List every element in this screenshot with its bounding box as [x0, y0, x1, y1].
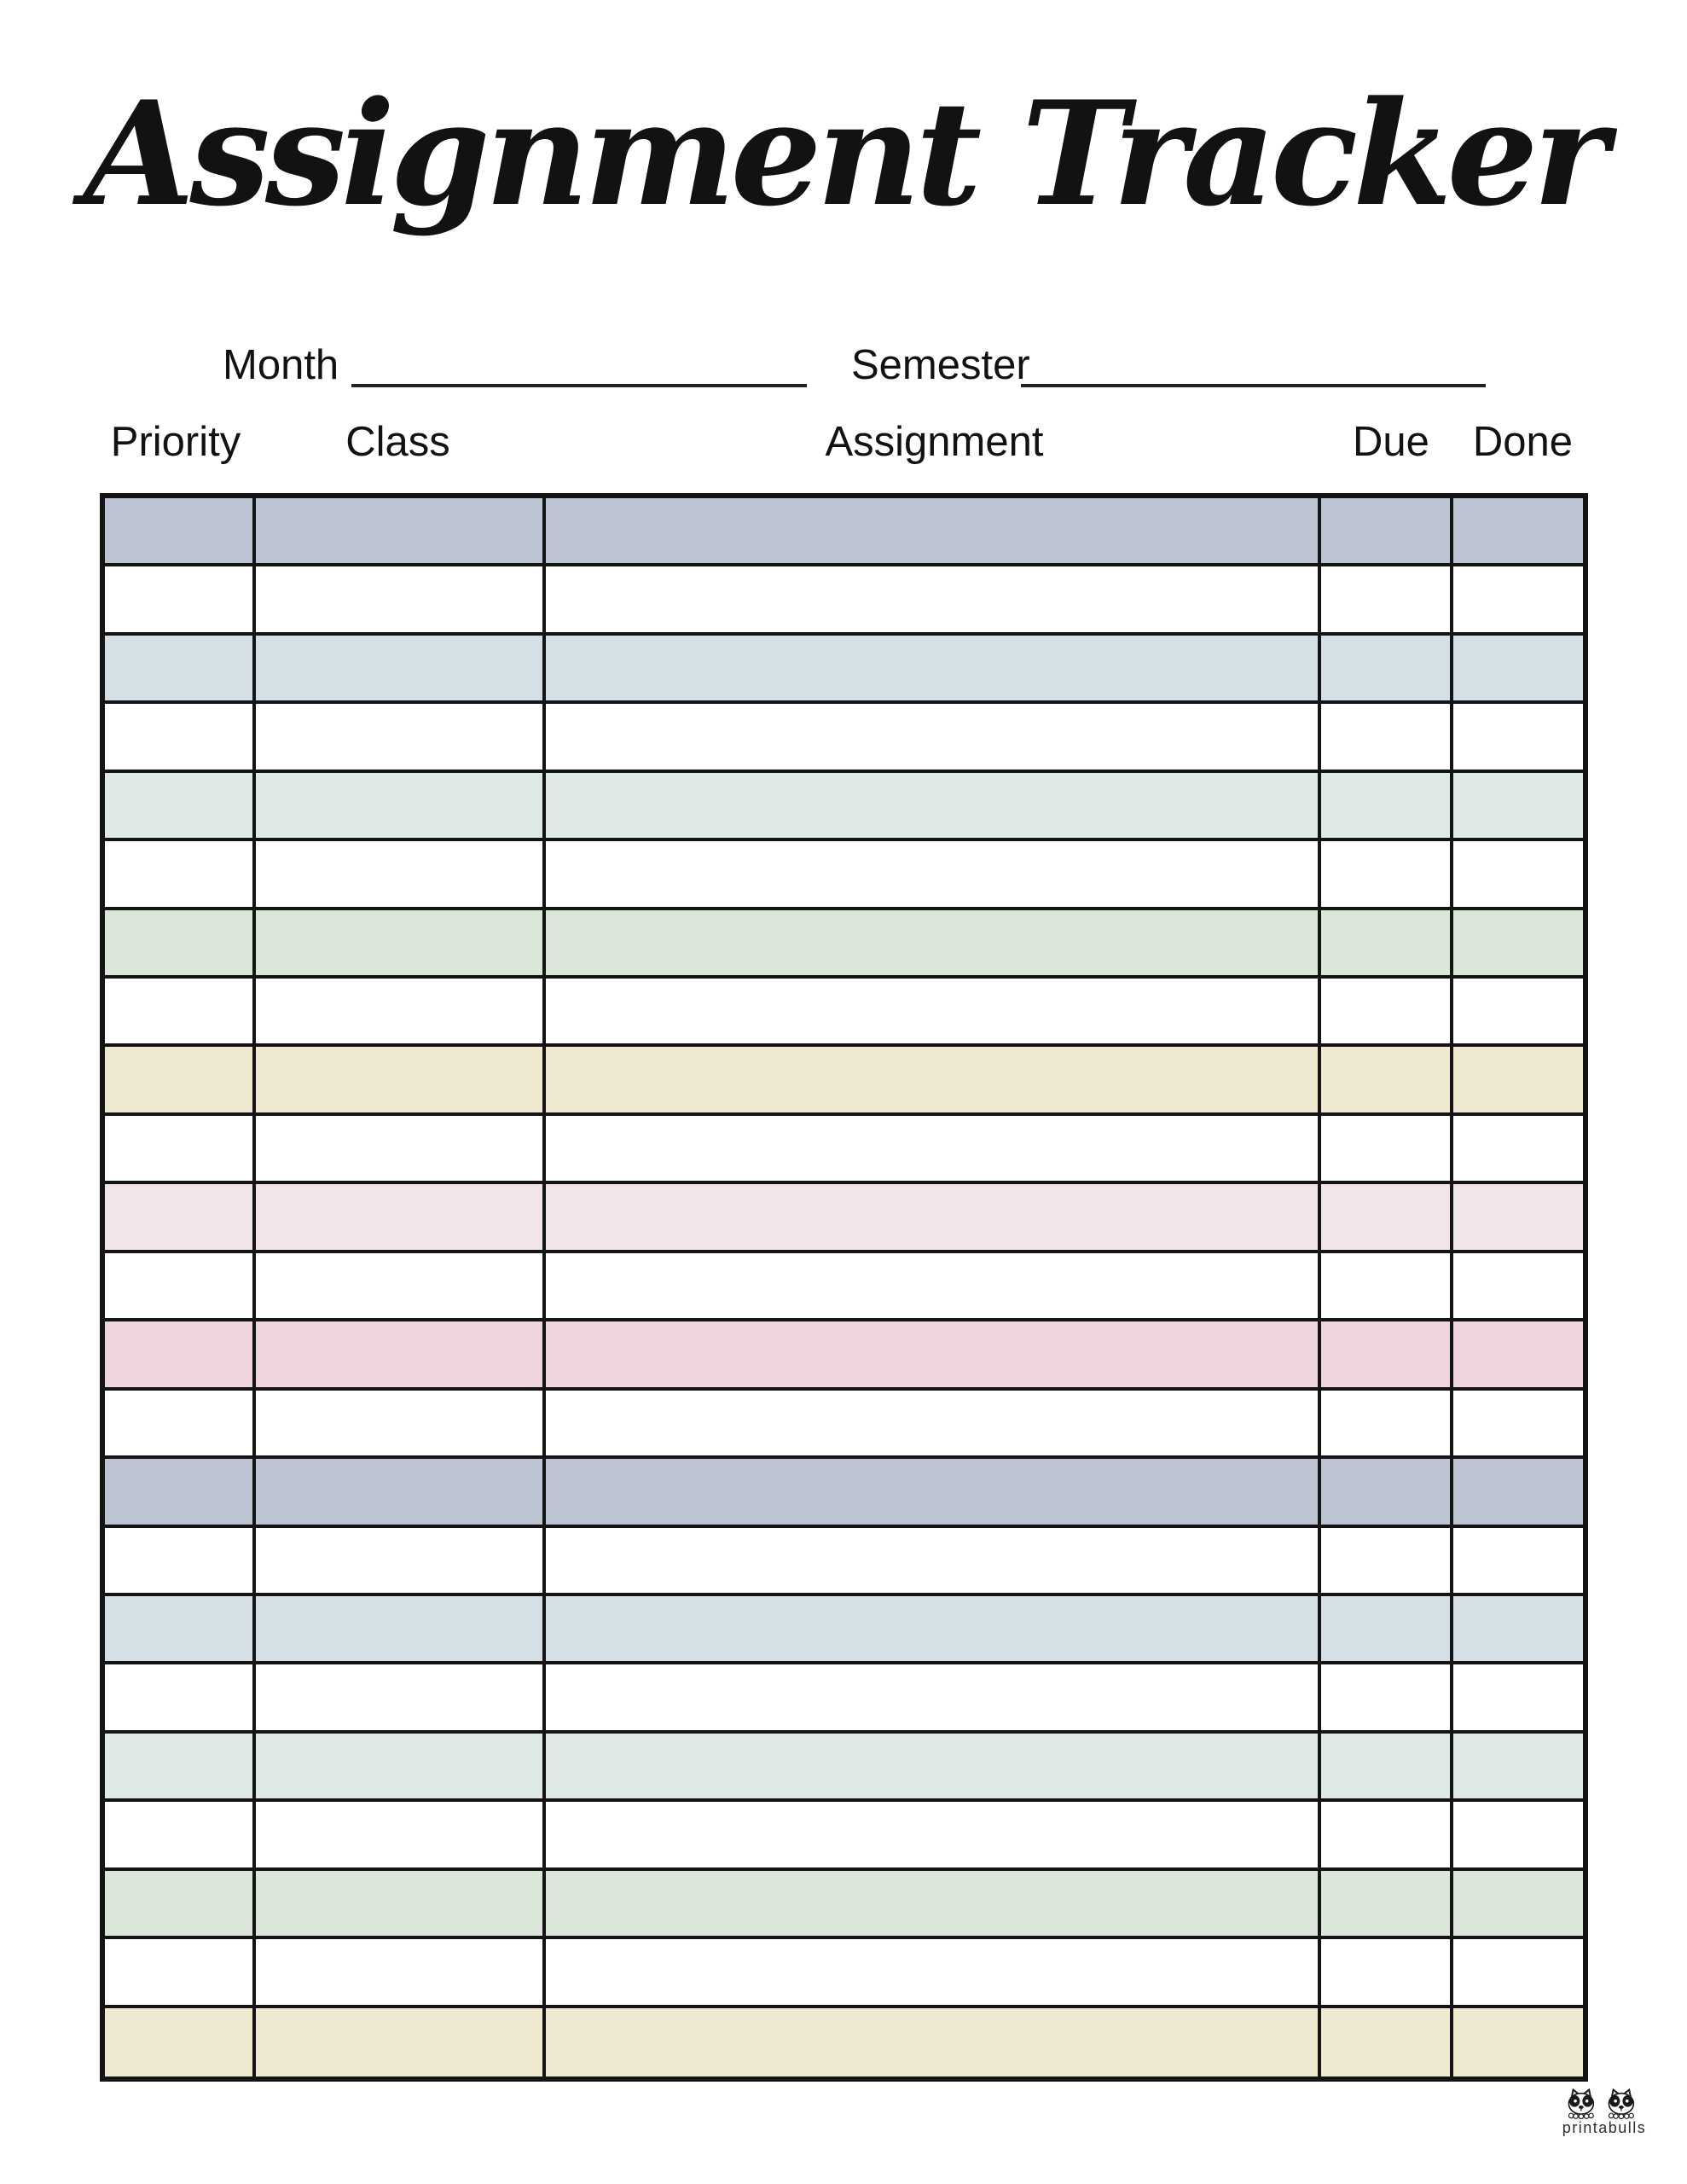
table-cell: [256, 1184, 547, 1252]
col-header-class: Class: [345, 419, 450, 465]
table-cell: [105, 1184, 256, 1252]
table-cell: [546, 636, 1321, 704]
table-cell: [105, 1459, 256, 1527]
semester-label: Semester: [851, 342, 1030, 388]
table-cell: [105, 636, 256, 704]
table-cell: [105, 910, 256, 979]
table-cell: [1321, 910, 1453, 979]
table-cell: [1321, 1871, 1453, 1939]
table-cell: [105, 566, 256, 635]
table-cell: [256, 1116, 547, 1184]
table-cell: [1453, 773, 1583, 841]
table-cell: [1321, 773, 1453, 841]
table-cell: [1453, 1664, 1583, 1733]
col-header-due: Due: [1353, 419, 1429, 465]
table-cell: [1321, 2008, 1453, 2077]
table-cell: [1453, 1391, 1583, 1459]
table-cell: [105, 1939, 256, 2007]
table-cell: [546, 1459, 1321, 1527]
table-cell: [1453, 1596, 1583, 1664]
table-cell: [546, 1047, 1321, 1115]
table-cell: [256, 1734, 547, 1802]
month-fill-line: [351, 345, 807, 387]
table-cell: [1453, 1939, 1583, 2007]
table-cell: [1453, 979, 1583, 1047]
table-cell: [546, 1871, 1321, 1939]
table-cell: [1453, 1802, 1583, 1870]
table-cell: [546, 1184, 1321, 1252]
table-cell: [256, 704, 547, 772]
table-cell: [1453, 498, 1583, 566]
table-cell: [546, 910, 1321, 979]
table-cell: [546, 1596, 1321, 1664]
table-cell: [105, 704, 256, 772]
table-cell: [256, 910, 547, 979]
table-cell: [1453, 566, 1583, 635]
table-cell: [105, 1664, 256, 1733]
table-cell: [1321, 566, 1453, 635]
table-cell: [256, 773, 547, 841]
table-cell: [105, 1734, 256, 1802]
table-cell: [1453, 1459, 1583, 1527]
table-cell: [256, 979, 547, 1047]
table-cell: [1453, 1184, 1583, 1252]
table-cell: [256, 1596, 547, 1664]
table-cell: [1453, 636, 1583, 704]
table-cell: [546, 498, 1321, 566]
table-cell: [1321, 1596, 1453, 1664]
table-cell: [256, 1939, 547, 2007]
table-cell: [546, 1321, 1321, 1390]
table-cell: [1321, 841, 1453, 909]
table-cell: [105, 1391, 256, 1459]
table-cell: [546, 566, 1321, 635]
table-cell: [546, 1734, 1321, 1802]
table-cell: [105, 1596, 256, 1664]
table-cell: [105, 1321, 256, 1390]
table-cell: [1453, 841, 1583, 909]
table-cell: [1453, 2008, 1583, 2077]
table-cell: [105, 498, 256, 566]
table-cell: [105, 1528, 256, 1596]
col-header-assignment: Assignment: [825, 419, 1044, 465]
table-cell: [1453, 1321, 1583, 1390]
table-cell: [256, 636, 547, 704]
table-cell: [546, 979, 1321, 1047]
brand-name: printabulls: [1562, 2119, 1647, 2136]
col-header-done: Done: [1472, 419, 1574, 465]
table-cell: [1321, 704, 1453, 772]
table-cell: [1321, 498, 1453, 566]
table-cell: [256, 1459, 547, 1527]
table-cell: [1321, 1459, 1453, 1527]
bulldog-face: [1568, 2088, 1593, 2119]
bulldog-face: [1609, 2088, 1633, 2119]
table-cell: [1321, 636, 1453, 704]
table-cell: [1321, 1391, 1453, 1459]
table-cell: [1321, 1528, 1453, 1596]
table-cell: [105, 1802, 256, 1870]
table-cell: [105, 2008, 256, 2077]
table-cell: [256, 2008, 547, 2077]
table-cell: [256, 566, 547, 635]
table-cell: [546, 1664, 1321, 1733]
table-cell: [1453, 1734, 1583, 1802]
table-cell: [256, 1253, 547, 1321]
bulldogs-icon: [1565, 2087, 1644, 2119]
table-cell: [1321, 1802, 1453, 1870]
table-cell: [1321, 1116, 1453, 1184]
table-cell: [256, 1871, 547, 1939]
table-cell: [256, 1321, 547, 1390]
page-title: Assignment Tracker: [83, 69, 1604, 238]
table-cell: [256, 1391, 547, 1459]
table-cell: [105, 773, 256, 841]
table-cell: [1453, 704, 1583, 772]
table-cell: [546, 1528, 1321, 1596]
table-cell: [105, 979, 256, 1047]
table-cell: [1321, 1664, 1453, 1733]
table-cell: [1321, 1184, 1453, 1252]
table-cell: [1453, 1528, 1583, 1596]
table-cell: [546, 1116, 1321, 1184]
table-cell: [105, 841, 256, 909]
table-cell: [105, 1116, 256, 1184]
month-label: Month: [223, 342, 339, 388]
table-cell: [105, 1871, 256, 1939]
table-cell: [546, 1391, 1321, 1459]
column-headers: [100, 420, 1588, 466]
table-cell: [256, 1528, 547, 1596]
semester-fill-line: [1021, 345, 1486, 387]
table-cell: [256, 498, 547, 566]
brand-logo: [1555, 2087, 1654, 2137]
table-cell: [546, 773, 1321, 841]
table-cell: [1453, 1253, 1583, 1321]
table-cell: [1453, 1116, 1583, 1184]
assignment-table: [100, 493, 1588, 2082]
table-cell: [105, 1047, 256, 1115]
table-cell: [546, 2008, 1321, 2077]
table-cell: [1453, 1871, 1583, 1939]
col-header-priority: Priority: [110, 419, 241, 465]
table-cell: [546, 841, 1321, 909]
table-cell: [1453, 910, 1583, 979]
table-cell: [546, 704, 1321, 772]
table-cell: [256, 1047, 547, 1115]
table-cell: [546, 1802, 1321, 1870]
table-cell: [1321, 1321, 1453, 1390]
table-cell: [546, 1939, 1321, 2007]
table-cell: [1321, 1253, 1453, 1321]
table-cell: [256, 1802, 547, 1870]
table-cell: [105, 1253, 256, 1321]
table-cell: [256, 841, 547, 909]
table-cell: [546, 1253, 1321, 1321]
table-cell: [1321, 1734, 1453, 1802]
table-cell: [1321, 1047, 1453, 1115]
table-cell: [1453, 1047, 1583, 1115]
table-cell: [1321, 1939, 1453, 2007]
table-cell: [1321, 979, 1453, 1047]
table-cell: [256, 1664, 547, 1733]
